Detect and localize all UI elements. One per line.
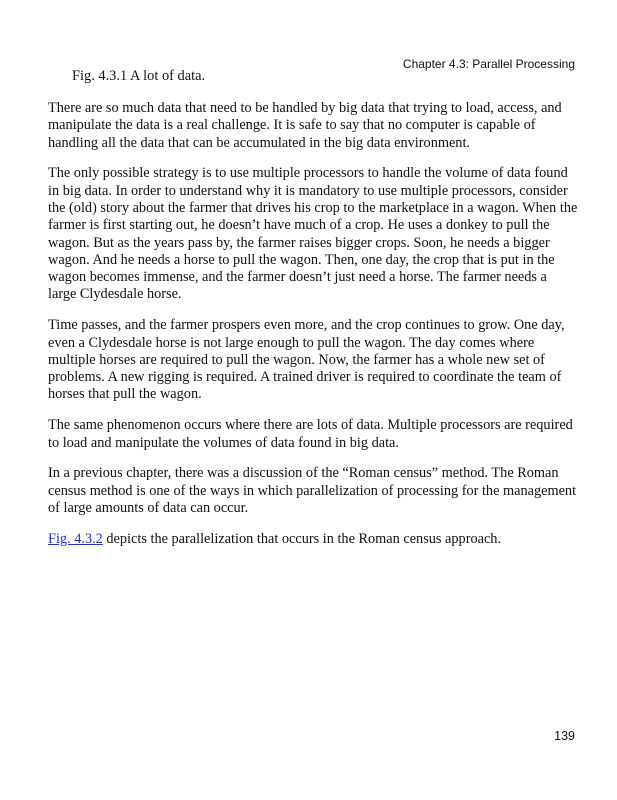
- paragraph-2: The only possible strategy is to use multiple processors to handle the volume of data found in big data. In order to understand why it is mandatory to use multiple processors, consider the (old) story about the farmer that drives his crop to the marketplace in a wagon. When the farmer is first starting out, he doesn’t have much of a crop. He uses a donkey to pull the wagon. But as the years pass by, the farmer raises bigger crops. Soon, he needs a bigger wagon. And he needs a horse to pull the wagon. Then, one day, the crop that is put in the wagon becomes immense, and the farmer doesn’t just need a horse. The farmer needs a large Clydesdale horse.: [48, 165, 578, 303]
- paragraph-3: Time passes, and the farmer prospers even more, and the crop continues to grow. One day, even a Clydesdale horse is not large enough to pull the wagon. The day comes where multiple horses are required to pull the wagon. Now, the farmer has a whole new set of problems. A new rigging is required. A trained driver is required to coordinate the team of horses that pull the wagon.: [48, 317, 565, 403]
- paragraph-6-text: depicts the parallelization that occurs in the Roman census approach.: [102, 530, 502, 547]
- paragraph-1: There are so much data that need to be handled by big data that trying to load, access, and manipulate the data is a real challenge. It is safe to say that no computer is capable of handling all the data that can be accumulated in the big data environment.: [48, 100, 562, 151]
- body-text: [48, 100, 578, 562]
- paragraph-5: In a previous chapter, there was a discussion of the “Roman census” method. The Roman census method is one of the ways in which parallelization of processing for the management of large amounts of data can occur.: [48, 465, 577, 516]
- running-header: Chapter 4.3: Parallel Processing: [402, 57, 575, 71]
- page-number: 139: [554, 729, 575, 743]
- paragraph-6: [48, 531, 578, 548]
- figure-link[interactable]: Fig. 4.3.2: [48, 530, 103, 547]
- paragraph-4: The same phenomenon occurs where there are lots of data. Multiple processors are required to load and manipulate the volumes of data found in big data.: [48, 417, 573, 451]
- figure-caption: Fig. 4.3.1 A lot of data.: [72, 68, 206, 84]
